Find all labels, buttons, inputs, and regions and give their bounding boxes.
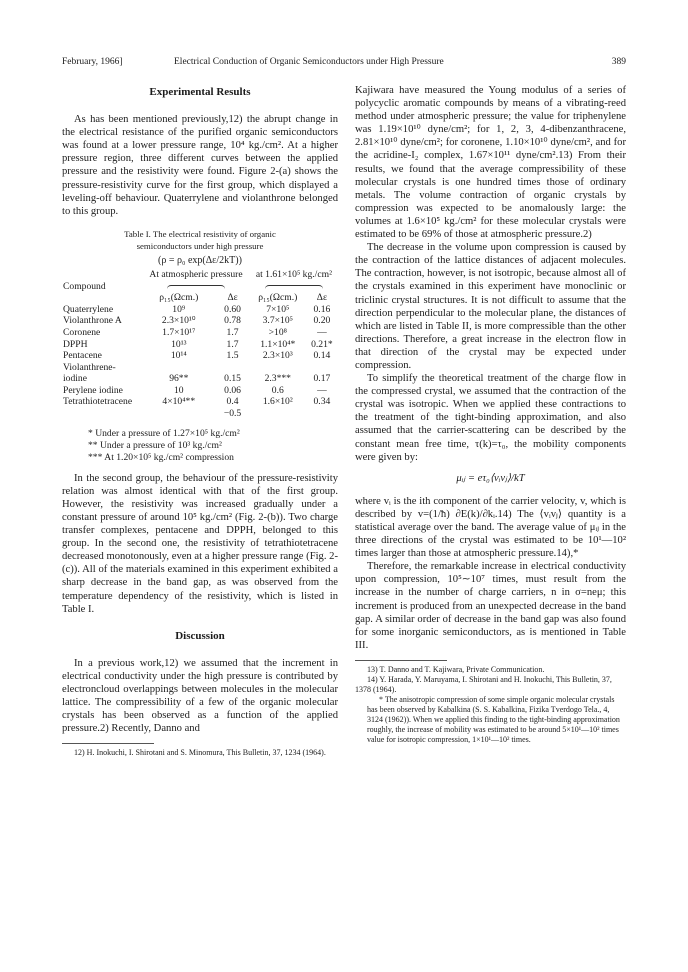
paragraph: The decrease in the volume upon compression is caused by the contraction of the lattice distances of adjacent molecules. The contraction, however, is not isotropic, because almost all of the crystals examined in this experiment have monoclinic or triclinic crystal structures. It is not difficult to assume that the direction perpendicular to the molecular plane, the distances of which are listed in Table II, is more compressible than the other directions. Therefore, a great increase in the electron flow in that direction of the crystal may be expected under compression. [355,242,626,371]
paragraph: Therefore, the remarkable increase in electrical conductivity upon compression, 10⁵∼10⁷ times, must result from the increase in the number of charge carriers, n in σ=neμ; this increment is produced from an unexpected decrease in the band gap. A similar order of decrease in the band gap was also found for some inorganic semiconductors, as is mentioned in Table III. [355,561,626,651]
table-row [62,385,338,397]
paragraph: As has been mentioned previously,12) the abrupt change in the electrical resistance of the purified organic semiconductors was found at a lower pressure range, 10⁴ kg./cm². At a higher pressure region, three different curves between the applied pressure and the resistivity were found. Figure 2-(a) shows the pressure-resistivity curve for the first group, which displayed a leveling-off behaviour. Quaterrylene and violanthrone belonged to this group. [62,114,338,217]
cell-value: 10¹³ [171,338,187,350]
table-body [62,304,338,420]
footnote: 14) Y. Harada, Y. Maruyama, I. Shirotani and H. Inokuchi, This Bulletin, 37, 1378 (1964). [355,674,612,694]
cell-value: 10⁹ [172,303,186,315]
col-header-rho: ρ₁₅(Ωcm.) [258,292,298,304]
cell-value: — [317,326,327,338]
footnote: * The anisotropic compression of some simple organic molecular crystals has been observed by Kabalkina (S. S. Kabalkina, Fizika Tverdogo Tela., 4, 3124 (1962)). When we applied this finding to the tight-binding approximation roughly, the increase of mobility was estimated to be around 5×10¹—10² times value for isotropic compression, 1×10¹—10² times. [367,694,620,744]
cell-value: 0.20 [313,315,331,327]
col-header-rho: ρ₁₅(Ωcm.) [159,292,199,304]
cell-value: 1.7 [226,338,239,350]
cell-value: — [317,384,327,396]
table-header-row [62,281,338,293]
left-column [62,84,338,758]
cell-value: >10⁸ [268,326,287,338]
col-header-compound: Compound [63,280,106,292]
table-row [62,315,338,327]
table-row [62,373,338,385]
paragraph: In a previous work,12) we assumed that the increment in electrical conductivity under the high pressure is contributed by electroncloud overlappings between molecules in the molecular lattice. The compressibility of a few of the organic molecular crystals has been observed as a function of the applied pressure.2) Recently, Danno and [62,657,338,735]
table-row [62,327,338,339]
cell-value: 1.5 [226,350,239,362]
brace-mark [167,285,225,289]
right-column [355,84,626,745]
cell-value: 0.06 [224,384,241,396]
paragraph: To simplify the theoretical treatment of the charge flow in the compressed crystal, we assumed that the contraction of the crystal was isotropic. When we applied these contractions to the treatment of the tight-binding approximation, and also assumed that the carrier-scattering can be described by the constant mean free time, τ(k)=τ₀, the mobility components were given by: [355,373,626,463]
cell-value [142,362,215,374]
table-row [62,396,338,408]
cell-value: 4×10⁴** [162,396,196,408]
footnote: 13) T. Danno and T. Kajiwara, Private Communication. [367,664,545,674]
running-header [62,57,626,71]
col-header-de: Δε [227,292,238,304]
cell-compound: Quaterrylene [63,303,114,315]
section-title-discussion: Discussion [175,629,225,642]
section-title-results: Experimental Results [149,86,251,98]
cell-value [306,362,338,374]
table-subheader-row [62,292,338,304]
cell-value: 0.60 [224,303,241,315]
col-header-de: Δε [316,292,327,304]
table-row [62,362,338,374]
cell-value: 0.17 [313,373,331,385]
header-date: February, 1966] [62,57,123,67]
brace-mark [265,285,323,289]
table-note: *** At 1.20×10⁵ kg./cm² compression [88,451,234,463]
table-caption-line-2: semiconductors under high pressure [136,240,264,251]
table-notes [88,428,338,464]
cell-compound: Violanthrene- [63,361,116,373]
paragraph: where vᵢ is the ith component of the carrier velocity, v, which is described by v=(1/ħ) ∂E(k)/∂kᵢ.14) The ⟨vᵢvⱼ⟩ quantity is a statistical average over the band. The average value of μᵢⱼ in the three directions of the crystal was estimated to be 10¹—10² times larger than those at atmospheric pressure.14),* [355,495,626,560]
table-caption-line-1: Table I. The electrical resistivity of organic [124,228,276,239]
cell-value: 96** [169,373,189,385]
table-row [62,350,338,362]
cell-value: 1.6×10² [262,396,293,408]
paragraph: Kajiwara have measured the Young modulus of a series of polycyclic aromatic compounds by means of a vibrating-reed method under atmospheric pressure; the value for triphenylene was 1.19×10¹⁰ dyne/cm²; for 1, 2, 3, 4-dibenzanthracene, 2.81×10¹⁰ dyne/cm²; for coronene, 1.10×10¹⁰ dyne/cm², and for the acridine-I₂ complex, 1.67×10¹¹ dyne/cm².13) From their results, we found that the average compressibility of these molecular crystals is one hundred times those of ordinary metals. The volume contraction of organic crystals by compression was expected to be anomalously large: the volumes at 1.6×10⁵ kg./cm² for these molecular crystals were estimated to be 69% of those at atmospheric pressure.2) [355,85,626,241]
table-note: * Under a pressure of 1.27×10⁵ kg./cm² [88,427,240,439]
footnote-rule [62,743,154,744]
page-number: 389 [611,57,626,67]
cell-compound [62,408,142,420]
cell-compound: Pentacene [63,350,102,362]
cell-compound: Perylene iodine [63,384,123,396]
cell-value: 0.4 [226,396,239,408]
cell-value: 0.21* [311,338,333,350]
cell-value: 0.6 [271,384,284,396]
cell-compound: Tetrathiotetracene [63,396,133,408]
cell-value: 1.7×10¹⁷ [162,326,196,338]
table-header-row [62,269,338,281]
cell-compound: Violanthrone A [63,315,122,327]
cell-value: 0.34 [313,396,331,408]
cell-value: 0.78 [224,315,241,327]
cell-value: 3.7×10⁵ [262,315,293,327]
cell-value [306,408,338,420]
cell-value: 0.14 [313,350,331,362]
cell-value: 0.15 [224,373,241,385]
cell-value: 0.16 [313,303,331,315]
cell-value: 10 [173,384,184,396]
col-header-atm: At atmospheric pressure [149,268,243,280]
footnote: 12) H. Inokuchi, I. Shirotani and S. Minomura, This Bulletin, 37, 1234 (1964). [74,748,326,758]
cell-compound: Coronene [63,326,101,338]
cell-value [215,362,249,374]
mobility-equation: μᵢⱼ = eτ₀⟨vᵢvⱼ⟩/kT [456,472,525,484]
cell-value [142,408,215,420]
header-title: Electrical Conduction of Organic Semiconductors under High Pressure [174,57,444,67]
col-header-high: at 1.61×10⁵ kg./cm² [255,268,332,280]
cell-value: 2.3*** [264,373,291,385]
resistivity-table [62,269,338,420]
cell-value: −0.5 [223,408,242,420]
cell-compound: iodine [63,373,87,385]
cell-value: 1.1×10⁴* [260,338,296,350]
table-caption [62,228,338,252]
paragraph: In the second group, the behaviour of the pressure-resistivity relation was almost identical with that of the first group. However, the resistivity was increased gradually under a constant pressure of around 10⁵ kg./cm² (Fig. 2-(b)). Two charge transfer complexes, pentacene and DPPH, belonged to this group. In the second one, the resistivity of tetrathiotetracene decreased monotonously, even at a higher pressure range (Fig. 2-(c)). All of the materials examined in this experiment exhibited a sharp decrease in the band gap, as was observed from the temperature dependency of the resistivity, which is listed in Table I. [62,472,338,615]
cell-value [250,408,306,420]
cell-value: 7×10⁵ [266,303,290,315]
table-note: ** Under a pressure of 10³ kg./cm² [88,439,222,451]
cell-value [250,362,306,374]
footnote-rule [355,660,447,661]
cell-value: 2.3×10³ [262,350,293,362]
cell-value: 2.3×10¹⁰ [161,315,196,327]
cell-value: 10¹⁴ [170,350,187,362]
table-row [62,304,338,316]
table-formula: (ρ = ρ₀ exp(Δε/2kT)) [158,254,242,266]
table-row [62,339,338,351]
cell-value: 1.7 [226,326,239,338]
cell-compound: DPPH [63,338,88,350]
table-row [62,408,338,420]
